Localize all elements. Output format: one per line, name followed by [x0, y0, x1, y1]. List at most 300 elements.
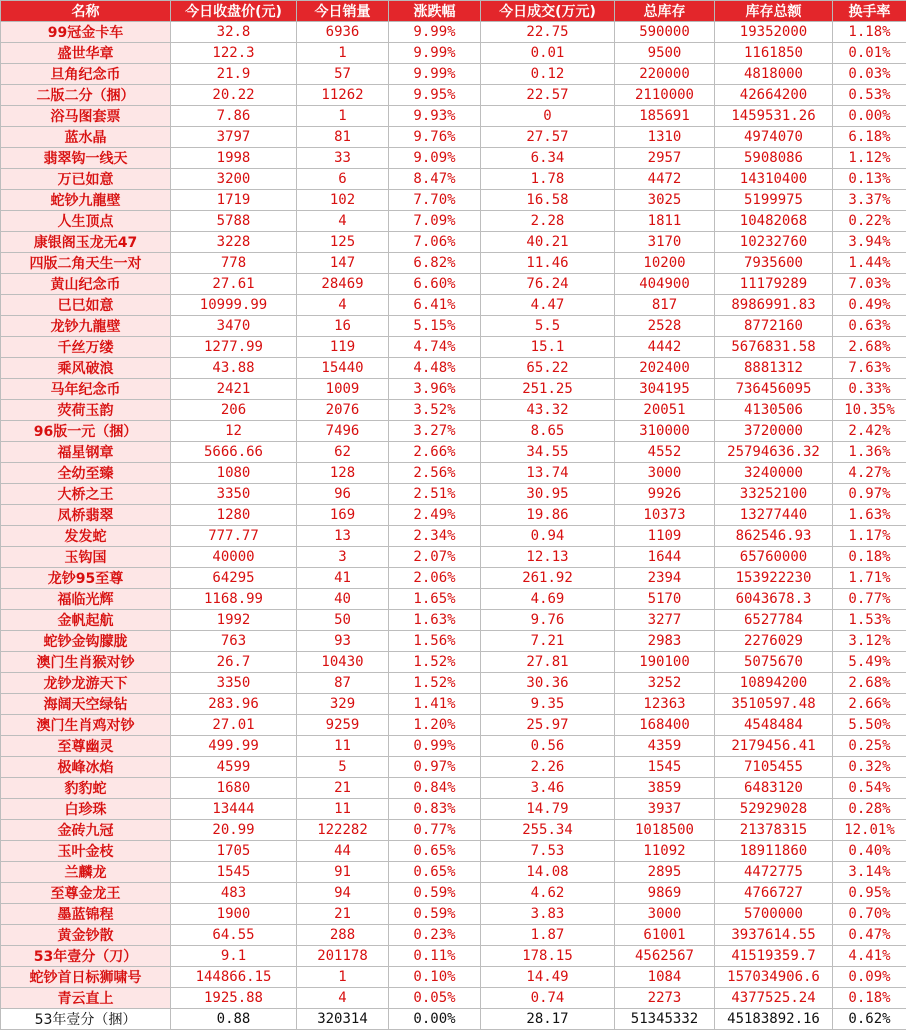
cell-inventory-value: 25794636.32: [715, 442, 833, 463]
cell-name: 发发蛇: [1, 526, 171, 547]
cell-turnover-rate: 0.22%: [833, 211, 906, 232]
cell-name: 玉钩国: [1, 547, 171, 568]
cell-change-pct: 0.59%: [389, 904, 481, 925]
cell-total-inventory: 4552: [615, 442, 715, 463]
table-row: [1, 967, 906, 988]
table-row: [1, 379, 906, 400]
cell-turnover-amount: 0.12: [481, 64, 615, 85]
cell-change-pct: 2.49%: [389, 505, 481, 526]
table-row: [1, 358, 906, 379]
cell-close-price: 3797: [171, 127, 297, 148]
table-row: [1, 22, 906, 43]
cell-change-pct: 2.07%: [389, 547, 481, 568]
cell-total-inventory: 4359: [615, 736, 715, 757]
table-row: [1, 85, 906, 106]
cell-sales-volume: 33: [297, 148, 389, 169]
cell-sales-volume: 4: [297, 295, 389, 316]
cell-turnover-amount: 0.74: [481, 988, 615, 1009]
cell-total-inventory: 3000: [615, 463, 715, 484]
cell-close-price: 3350: [171, 484, 297, 505]
cell-turnover-amount: 30.95: [481, 484, 615, 505]
cell-inventory-value: 736456095: [715, 379, 833, 400]
cell-close-price: 20.22: [171, 85, 297, 106]
cell-sales-volume: 28469: [297, 274, 389, 295]
cell-change-pct: 0.77%: [389, 820, 481, 841]
cell-change-pct: 6.41%: [389, 295, 481, 316]
cell-close-price: 1705: [171, 841, 297, 862]
cell-name: 乘风破浪: [1, 358, 171, 379]
cell-inventory-value: 2179456.41: [715, 736, 833, 757]
cell-name: 福星钢章: [1, 442, 171, 463]
cell-inventory-value: 4130506: [715, 400, 833, 421]
cell-sales-volume: 96: [297, 484, 389, 505]
table-row: [1, 757, 906, 778]
cell-close-price: 2421: [171, 379, 297, 400]
cell-turnover-amount: 14.49: [481, 967, 615, 988]
cell-close-price: 1277.99: [171, 337, 297, 358]
cell-total-inventory: 3000: [615, 904, 715, 925]
table-row: [1, 652, 906, 673]
cell-turnover-rate: 3.12%: [833, 631, 906, 652]
table-row: [1, 799, 906, 820]
cell-inventory-value: 4974070: [715, 127, 833, 148]
cell-total-inventory: 2528: [615, 316, 715, 337]
cell-turnover-rate: 0.53%: [833, 85, 906, 106]
cell-close-price: 283.96: [171, 694, 297, 715]
cell-turnover-rate: 0.18%: [833, 547, 906, 568]
cell-turnover-amount: 5.5: [481, 316, 615, 337]
cell-change-pct: 4.74%: [389, 337, 481, 358]
cell-close-price: 206: [171, 400, 297, 421]
table-row: [1, 862, 906, 883]
table-row: [1, 715, 906, 736]
cell-inventory-value: 45183892.16: [715, 1009, 833, 1030]
cell-name: 53年壹分（捆）: [1, 1009, 171, 1030]
cell-sales-volume: 1009: [297, 379, 389, 400]
cell-change-pct: 6.60%: [389, 274, 481, 295]
cell-change-pct: 0.23%: [389, 925, 481, 946]
cell-sales-volume: 11262: [297, 85, 389, 106]
cell-name: 黄山纪念币: [1, 274, 171, 295]
cell-sales-volume: 16: [297, 316, 389, 337]
table-row: [1, 946, 906, 967]
cell-change-pct: 0.11%: [389, 946, 481, 967]
cell-turnover-rate: 0.13%: [833, 169, 906, 190]
cell-inventory-value: 21378315: [715, 820, 833, 841]
cell-turnover-rate: 1.53%: [833, 610, 906, 631]
cell-close-price: 9.1: [171, 946, 297, 967]
cell-sales-volume: 122282: [297, 820, 389, 841]
cell-inventory-value: 18911860: [715, 841, 833, 862]
cell-total-inventory: 3025: [615, 190, 715, 211]
cell-sales-volume: 9259: [297, 715, 389, 736]
table-row: [1, 778, 906, 799]
cell-turnover-rate: 0.54%: [833, 778, 906, 799]
cell-turnover-rate: 0.28%: [833, 799, 906, 820]
cell-change-pct: 9.99%: [389, 43, 481, 64]
cell-turnover-rate: 1.17%: [833, 526, 906, 547]
cell-name: 旦角纪念币: [1, 64, 171, 85]
cell-change-pct: 1.52%: [389, 652, 481, 673]
cell-total-inventory: 817: [615, 295, 715, 316]
table-row: [1, 904, 906, 925]
cell-total-inventory: 20051: [615, 400, 715, 421]
cell-name: 至尊幽灵: [1, 736, 171, 757]
cell-turnover-amount: 9.76: [481, 610, 615, 631]
cell-sales-volume: 125: [297, 232, 389, 253]
cell-sales-volume: 13: [297, 526, 389, 547]
cell-change-pct: 9.76%: [389, 127, 481, 148]
cell-name: 豹豹蛇: [1, 778, 171, 799]
cell-total-inventory: 1545: [615, 757, 715, 778]
cell-turnover-amount: 11.46: [481, 253, 615, 274]
cell-name: 全幼至臻: [1, 463, 171, 484]
cell-name: 荧荷玉韵: [1, 400, 171, 421]
cell-inventory-value: 4377525.24: [715, 988, 833, 1009]
cell-turnover-rate: 12.01%: [833, 820, 906, 841]
cell-total-inventory: 304195: [615, 379, 715, 400]
table-row: [1, 925, 906, 946]
cell-turnover-amount: 2.28: [481, 211, 615, 232]
cell-turnover-rate: 0.18%: [833, 988, 906, 1009]
cell-close-price: 1545: [171, 862, 297, 883]
cell-turnover-amount: 25.97: [481, 715, 615, 736]
cell-turnover-rate: 1.18%: [833, 22, 906, 43]
cell-total-inventory: 4562567: [615, 946, 715, 967]
cell-change-pct: 1.20%: [389, 715, 481, 736]
cell-inventory-value: 19352000: [715, 22, 833, 43]
cell-change-pct: 0.59%: [389, 883, 481, 904]
cell-close-price: 40000: [171, 547, 297, 568]
cell-change-pct: 9.99%: [389, 64, 481, 85]
cell-name: 澳门生肖猴对钞: [1, 652, 171, 673]
cell-name: 马年纪念币: [1, 379, 171, 400]
cell-sales-volume: 81: [297, 127, 389, 148]
cell-close-price: 3200: [171, 169, 297, 190]
cell-name: 蛇钞九龍壁: [1, 190, 171, 211]
cell-total-inventory: 10373: [615, 505, 715, 526]
cell-change-pct: 7.70%: [389, 190, 481, 211]
cell-turnover-amount: 1.87: [481, 925, 615, 946]
cell-total-inventory: 4442: [615, 337, 715, 358]
cell-turnover-amount: 22.75: [481, 22, 615, 43]
cell-inventory-value: 5700000: [715, 904, 833, 925]
cell-inventory-value: 13277440: [715, 505, 833, 526]
cell-turnover-rate: 2.68%: [833, 673, 906, 694]
cell-turnover-rate: 0.97%: [833, 484, 906, 505]
cell-sales-volume: 21: [297, 778, 389, 799]
cell-inventory-value: 6527784: [715, 610, 833, 631]
cell-total-inventory: 190100: [615, 652, 715, 673]
cell-turnover-rate: 0.49%: [833, 295, 906, 316]
cell-inventory-value: 8986991.83: [715, 295, 833, 316]
cell-inventory-value: 42664200: [715, 85, 833, 106]
cell-total-inventory: 2895: [615, 862, 715, 883]
cell-name: 海阔天空绿钻: [1, 694, 171, 715]
cell-inventory-value: 14310400: [715, 169, 833, 190]
cell-total-inventory: 9869: [615, 883, 715, 904]
cell-name: 白珍珠: [1, 799, 171, 820]
cell-turnover-amount: 16.58: [481, 190, 615, 211]
cell-name: 龙钞九龍壁: [1, 316, 171, 337]
cell-total-inventory: 310000: [615, 421, 715, 442]
cell-close-price: 3228: [171, 232, 297, 253]
cell-close-price: 27.61: [171, 274, 297, 295]
cell-change-pct: 5.15%: [389, 316, 481, 337]
cell-turnover-rate: 2.68%: [833, 337, 906, 358]
cell-change-pct: 0.00%: [389, 1009, 481, 1030]
cell-close-price: 7.86: [171, 106, 297, 127]
cell-inventory-value: 65760000: [715, 547, 833, 568]
cell-turnover-rate: 0.33%: [833, 379, 906, 400]
cell-close-price: 10999.99: [171, 295, 297, 316]
cell-name: 四版二角天生一对: [1, 253, 171, 274]
table-row: [1, 43, 906, 64]
cell-total-inventory: 1310: [615, 127, 715, 148]
cell-inventory-value: 1161850: [715, 43, 833, 64]
table-row: [1, 253, 906, 274]
cell-total-inventory: 3170: [615, 232, 715, 253]
table-row: [1, 988, 906, 1009]
cell-turnover-amount: 0.56: [481, 736, 615, 757]
table-row: [1, 463, 906, 484]
cell-turnover-amount: 27.57: [481, 127, 615, 148]
table-row: [1, 337, 906, 358]
cell-turnover-amount: 4.47: [481, 295, 615, 316]
cell-turnover-amount: 40.21: [481, 232, 615, 253]
table-row: [1, 295, 906, 316]
cell-name: 大桥之王: [1, 484, 171, 505]
cell-total-inventory: 2983: [615, 631, 715, 652]
cell-change-pct: 2.66%: [389, 442, 481, 463]
cell-inventory-value: 33252100: [715, 484, 833, 505]
cell-turnover-rate: 1.44%: [833, 253, 906, 274]
cell-turnover-rate: 0.40%: [833, 841, 906, 862]
table-row: [1, 190, 906, 211]
cell-turnover-rate: 0.00%: [833, 106, 906, 127]
cell-total-inventory: 3859: [615, 778, 715, 799]
cell-total-inventory: 2957: [615, 148, 715, 169]
cell-turnover-rate: 2.66%: [833, 694, 906, 715]
cell-turnover-amount: 7.21: [481, 631, 615, 652]
cell-sales-volume: 6936: [297, 22, 389, 43]
cell-name: 黄金钞散: [1, 925, 171, 946]
cell-change-pct: 4.48%: [389, 358, 481, 379]
cell-turnover-amount: 3.46: [481, 778, 615, 799]
cell-total-inventory: 1018500: [615, 820, 715, 841]
cell-sales-volume: 2076: [297, 400, 389, 421]
cell-inventory-value: 2276029: [715, 631, 833, 652]
header-total-inventory: 总库存: [615, 1, 715, 22]
cell-inventory-value: 6043678.3: [715, 589, 833, 610]
cell-turnover-amount: 4.62: [481, 883, 615, 904]
cell-total-inventory: 404900: [615, 274, 715, 295]
cell-change-pct: 0.10%: [389, 967, 481, 988]
cell-sales-volume: 57: [297, 64, 389, 85]
header-change-pct: 涨跌幅: [389, 1, 481, 22]
cell-change-pct: 1.63%: [389, 610, 481, 631]
cell-turnover-amount: 13.74: [481, 463, 615, 484]
cell-turnover-rate: 5.50%: [833, 715, 906, 736]
cell-total-inventory: 220000: [615, 64, 715, 85]
cell-close-price: 499.99: [171, 736, 297, 757]
cell-change-pct: 0.05%: [389, 988, 481, 1009]
cell-turnover-amount: 28.17: [481, 1009, 615, 1030]
cell-close-price: 483: [171, 883, 297, 904]
cell-change-pct: 6.82%: [389, 253, 481, 274]
header-turnover-rate: 换手率: [833, 1, 906, 22]
cell-name: 墨蓝锦程: [1, 904, 171, 925]
cell-sales-volume: 119: [297, 337, 389, 358]
cell-turnover-rate: 4.41%: [833, 946, 906, 967]
cell-inventory-value: 1459531.26: [715, 106, 833, 127]
cell-sales-volume: 4: [297, 988, 389, 1009]
cell-total-inventory: 2273: [615, 988, 715, 1009]
cell-turnover-rate: 10.35%: [833, 400, 906, 421]
table-row: [1, 421, 906, 442]
cell-inventory-value: 5676831.58: [715, 337, 833, 358]
cell-sales-volume: 6: [297, 169, 389, 190]
cell-change-pct: 7.09%: [389, 211, 481, 232]
cell-inventory-value: 4548484: [715, 715, 833, 736]
cell-total-inventory: 9926: [615, 484, 715, 505]
cell-turnover-rate: 1.36%: [833, 442, 906, 463]
cell-close-price: 778: [171, 253, 297, 274]
cell-total-inventory: 51345332: [615, 1009, 715, 1030]
cell-turnover-rate: 0.63%: [833, 316, 906, 337]
cell-name: 龙钞95至尊: [1, 568, 171, 589]
cell-name: 福临光辉: [1, 589, 171, 610]
cell-inventory-value: 5199975: [715, 190, 833, 211]
cell-change-pct: 0.83%: [389, 799, 481, 820]
cell-name: 蓝水晶: [1, 127, 171, 148]
cell-close-price: 0.88: [171, 1009, 297, 1030]
cell-change-pct: 0.65%: [389, 862, 481, 883]
table-row: [1, 316, 906, 337]
cell-sales-volume: 4: [297, 211, 389, 232]
cell-inventory-value: 862546.93: [715, 526, 833, 547]
cell-total-inventory: 9500: [615, 43, 715, 64]
cell-name: 巳巳如意: [1, 295, 171, 316]
cell-turnover-amount: 3.83: [481, 904, 615, 925]
cell-close-price: 13444: [171, 799, 297, 820]
cell-sales-volume: 288: [297, 925, 389, 946]
cell-turnover-amount: 2.26: [481, 757, 615, 778]
cell-turnover-amount: 178.15: [481, 946, 615, 967]
cell-name: 二版二分（捆）: [1, 85, 171, 106]
table-row: [1, 127, 906, 148]
table-row: [1, 274, 906, 295]
cell-change-pct: 9.93%: [389, 106, 481, 127]
cell-sales-volume: 94: [297, 883, 389, 904]
cell-turnover-amount: 8.65: [481, 421, 615, 442]
cell-name: 人生顶点: [1, 211, 171, 232]
cell-inventory-value: 52929028: [715, 799, 833, 820]
cell-sales-volume: 5: [297, 757, 389, 778]
cell-turnover-rate: 7.03%: [833, 274, 906, 295]
cell-inventory-value: 3937614.55: [715, 925, 833, 946]
cell-total-inventory: 12363: [615, 694, 715, 715]
cell-change-pct: 2.34%: [389, 526, 481, 547]
cell-turnover-rate: 5.49%: [833, 652, 906, 673]
cell-inventory-value: 10482068: [715, 211, 833, 232]
cell-sales-volume: 93: [297, 631, 389, 652]
cell-change-pct: 9.09%: [389, 148, 481, 169]
cell-inventory-value: 4766727: [715, 883, 833, 904]
cell-turnover-amount: 6.34: [481, 148, 615, 169]
header-close-price: 今日收盘价(元): [171, 1, 297, 22]
cell-name: 浴马图套票: [1, 106, 171, 127]
cell-turnover-amount: 27.81: [481, 652, 615, 673]
cell-close-price: 21.9: [171, 64, 297, 85]
cell-turnover-amount: 19.86: [481, 505, 615, 526]
cell-inventory-value: 10232760: [715, 232, 833, 253]
cell-sales-volume: 1: [297, 106, 389, 127]
cell-total-inventory: 202400: [615, 358, 715, 379]
cell-sales-volume: 10430: [297, 652, 389, 673]
cell-sales-volume: 41: [297, 568, 389, 589]
cell-total-inventory: 1811: [615, 211, 715, 232]
cell-change-pct: 0.65%: [389, 841, 481, 862]
cell-sales-volume: 102: [297, 190, 389, 211]
cell-close-price: 64.55: [171, 925, 297, 946]
table-row: [1, 526, 906, 547]
cell-sales-volume: 201178: [297, 946, 389, 967]
cell-name: 龙钞龙游天下: [1, 673, 171, 694]
header-turnover-amount: 今日成交(万元): [481, 1, 615, 22]
cell-turnover-amount: 0.01: [481, 43, 615, 64]
cell-inventory-value: 3240000: [715, 463, 833, 484]
cell-sales-volume: 21: [297, 904, 389, 925]
cell-turnover-amount: 4.69: [481, 589, 615, 610]
cell-close-price: 1925.88: [171, 988, 297, 1009]
cell-close-price: 4599: [171, 757, 297, 778]
cell-close-price: 26.7: [171, 652, 297, 673]
cell-sales-volume: 50: [297, 610, 389, 631]
cell-turnover-rate: 7.63%: [833, 358, 906, 379]
table-row: [1, 400, 906, 421]
cell-total-inventory: 1084: [615, 967, 715, 988]
cell-close-price: 1992: [171, 610, 297, 631]
cell-inventory-value: 8772160: [715, 316, 833, 337]
cell-inventory-value: 3720000: [715, 421, 833, 442]
table-row: [1, 148, 906, 169]
cell-close-price: 1280: [171, 505, 297, 526]
cell-turnover-amount: 255.34: [481, 820, 615, 841]
cell-turnover-amount: 34.55: [481, 442, 615, 463]
cell-inventory-value: 8881312: [715, 358, 833, 379]
cell-inventory-value: 4818000: [715, 64, 833, 85]
header-inventory-value: 库存总额: [715, 1, 833, 22]
cell-total-inventory: 2394: [615, 568, 715, 589]
table-row: [1, 106, 906, 127]
cell-change-pct: 0.97%: [389, 757, 481, 778]
header-name: 名称: [1, 1, 171, 22]
cell-inventory-value: 7935600: [715, 253, 833, 274]
table-row: [1, 211, 906, 232]
cell-name: 金帆起航: [1, 610, 171, 631]
cell-close-price: 777.77: [171, 526, 297, 547]
cell-change-pct: 9.99%: [389, 22, 481, 43]
cell-sales-volume: 7496: [297, 421, 389, 442]
cell-inventory-value: 6483120: [715, 778, 833, 799]
cell-total-inventory: 1644: [615, 547, 715, 568]
cell-change-pct: 0.84%: [389, 778, 481, 799]
cell-change-pct: 1.52%: [389, 673, 481, 694]
cell-turnover-rate: 0.32%: [833, 757, 906, 778]
cell-change-pct: 1.56%: [389, 631, 481, 652]
cell-close-price: 27.01: [171, 715, 297, 736]
